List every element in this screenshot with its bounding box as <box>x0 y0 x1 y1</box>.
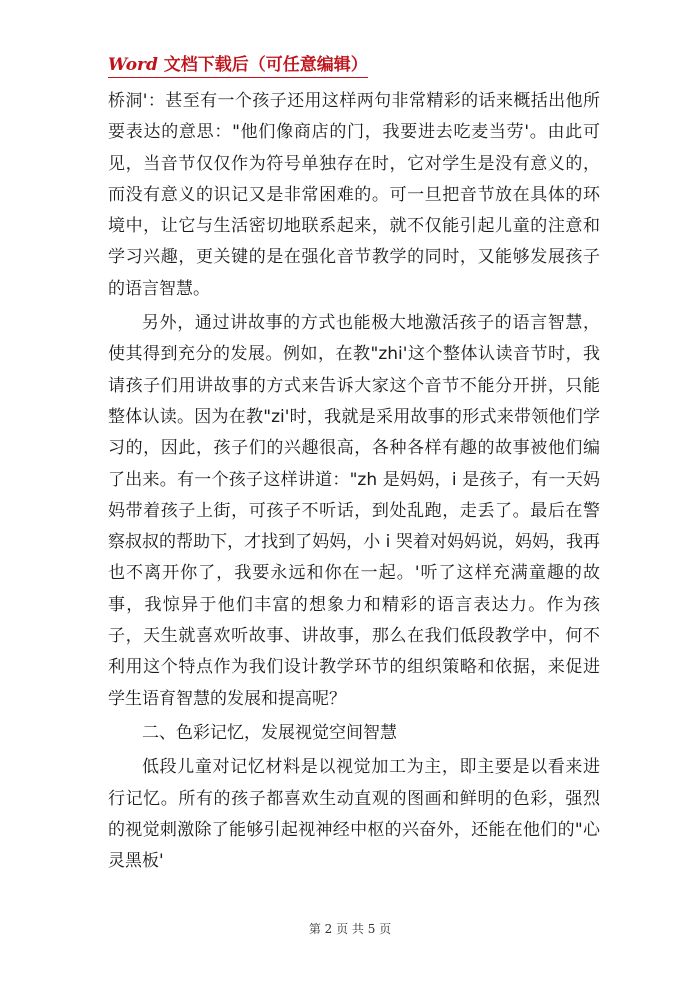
header-title: 文档下载后（可任意编辑） <box>157 55 368 75</box>
section-heading: 二、色彩记忆，发展视觉空间智慧 <box>142 722 397 743</box>
page-number-footer: 第 2 页 共 5 页 <box>308 922 392 936</box>
paragraph-2: 另外，通过讲故事的方式也能极大地激活孩子的语言智慧，使其得到充分的发展。例如，在教"zhi'这个整体认读音节时，我请孩子们用讲故事的方式来告诉大家这个音节不能分开拼，只能整体认读。因为在教"zi'时，我就是采用故事的形式来带领他们学习的，因此，孩子们的兴趣很高，各种各样有趣的故事被他们编了出来。有一个孩子这样讲道："zh 是妈妈，i 是孩子，有一天妈妈带着孩子上街，可孩子不听话，到处乱跑，走丢了。最后在警察叔叔的帮助下，才找到了妈妈，小 i 哭着对妈妈说，妈妈，我再也不离开你了，我要永远和你在一起。'听了这样充满童趣的故事，我惊异于他们丰富的想象力和精彩的语言表达力。作为孩子，天生就喜欢听故事、讲故事，那么在我们低段教学中，何不利用这个特点作为我们设计教学环节的组织策略和依据，来促进学生语育智慧的发展和提高呢？ <box>108 313 600 709</box>
paragraph-3: 低段儿童对记忆材料是以视觉加工为主，即主要是以看来进行记忆。所有的孩子都喜欢生动直观的图画和鲜明的色彩，强烈的视觉刺激除了能够引起视神经中枢的兴奋外，还能在他们的"心灵黑板' <box>108 757 600 872</box>
paragraph-1: 桥洞'：甚至有一个孩子还用这样两句非常精彩的话来概括出他所要表达的意思："他们像商店的门，我要进去吃麦当劳'。由此可见，当音节仅仅作为符号单独存在时，它对学生是没有意义的，而没有意义的识记又是非常困难的。可一旦把音节放在具体的环境中，让它与生活密切地联系起来，就不仅能引起儿童的注意和学习兴趣，更关键的是在强化音节教学的同时，又能够发展孩子的语言智慧。 <box>108 91 600 299</box>
document-header <box>108 50 368 78</box>
header-word-brand: Word <box>108 55 158 75</box>
document-body <box>108 86 600 880</box>
